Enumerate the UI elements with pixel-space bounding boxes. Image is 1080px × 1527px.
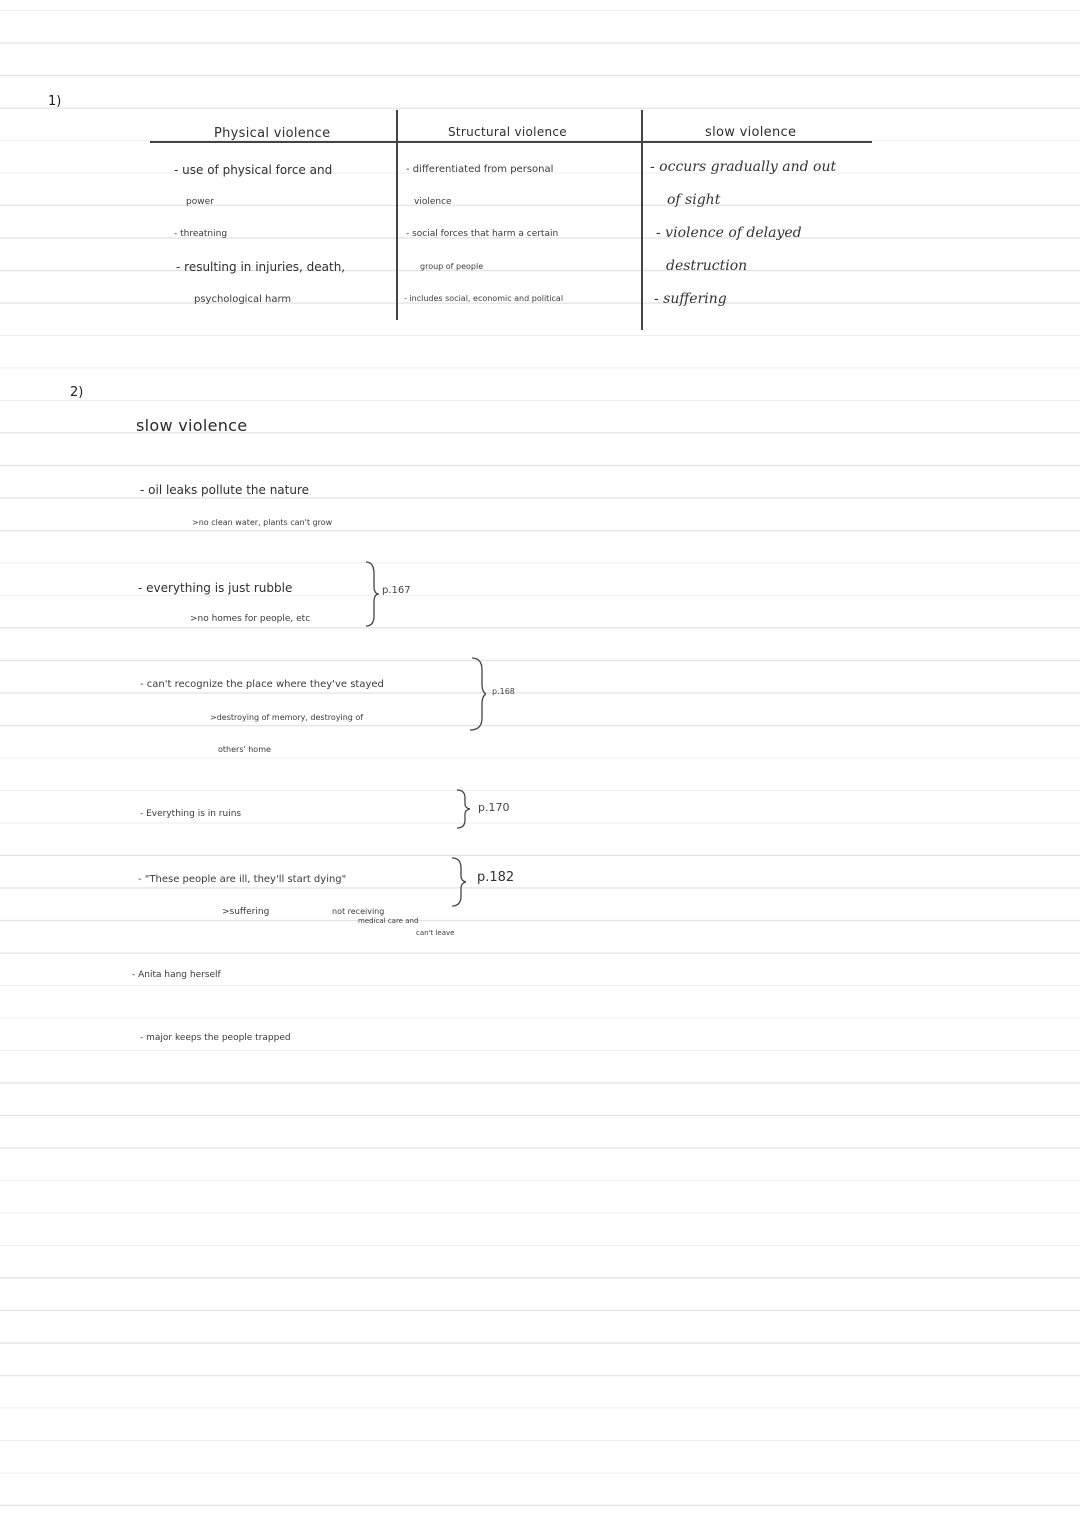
brace-icon bbox=[364, 560, 380, 628]
header-structural-violence: Structural violence bbox=[448, 125, 567, 139]
item-5-line: - "These people are ill, they'll start dying" bbox=[138, 874, 347, 885]
item-2-sub: >no homes for people, etc bbox=[190, 614, 311, 624]
item-5-note-3: can't leave bbox=[416, 929, 455, 937]
slow-line-3: - violence of delayed bbox=[656, 225, 802, 241]
physical-line-5: psychological harm bbox=[194, 294, 292, 305]
item-3-sub-2: others' home bbox=[218, 745, 271, 754]
item-4-line: - Everything is in ruins bbox=[140, 809, 242, 819]
brace-icon bbox=[466, 656, 486, 732]
structural-line-4: group of people bbox=[420, 262, 484, 271]
table-divider-1 bbox=[396, 110, 398, 320]
header-physical-violence: Physical violence bbox=[214, 126, 331, 141]
physical-line-4: - resulting in injuries, death, bbox=[176, 260, 346, 274]
item-3-sub: >destroying of memory, destroying of bbox=[210, 713, 364, 722]
header-slow-violence: slow violence bbox=[705, 125, 797, 140]
item-2-line: - everything is just rubble bbox=[138, 581, 293, 595]
physical-line-2: power bbox=[186, 197, 214, 207]
item-2-page-ref: p.167 bbox=[382, 585, 411, 596]
structural-line-1: - differentiated from personal bbox=[406, 164, 554, 175]
item-4-page-ref: p.170 bbox=[478, 801, 510, 814]
item-6-line: - Anita hang herself bbox=[132, 970, 221, 980]
item-5-sub: >suffering bbox=[222, 907, 270, 917]
brace-icon bbox=[448, 856, 468, 908]
item-5-note-2: medical care and bbox=[358, 917, 419, 925]
structural-line-3: - social forces that harm a certain bbox=[406, 229, 559, 239]
table-divider-2 bbox=[641, 110, 643, 330]
item-1-line: - oil leaks pollute the nature bbox=[140, 483, 310, 497]
slow-line-2: of sight bbox=[667, 192, 721, 208]
section-heading-slow-violence: slow violence bbox=[136, 416, 248, 435]
slow-line-5: - suffering bbox=[654, 291, 727, 307]
slow-line-4: destruction bbox=[666, 258, 748, 274]
structural-line-5: - includes social, economic and political bbox=[404, 294, 564, 303]
item-7-line: - major keeps the people trapped bbox=[140, 1033, 291, 1043]
item-5-page-ref: p.182 bbox=[477, 870, 515, 885]
question-1-number: 1) bbox=[48, 94, 62, 109]
brace-icon bbox=[454, 788, 472, 830]
question-2-number: 2) bbox=[70, 385, 84, 400]
item-5-note-1: not receiving bbox=[332, 907, 385, 916]
structural-line-2: violence bbox=[414, 197, 452, 207]
item-1-sub: >no clean water, plants can't grow bbox=[192, 518, 333, 527]
table-header-rule bbox=[150, 141, 872, 143]
physical-line-3: - threatning bbox=[174, 229, 228, 239]
physical-line-1: - use of physical force and bbox=[174, 163, 333, 177]
item-3-page-ref: p.168 bbox=[492, 687, 515, 696]
item-3-line: - can't recognize the place where they've stayed bbox=[140, 679, 384, 690]
slow-line-1: - occurs gradually and out bbox=[650, 159, 837, 175]
